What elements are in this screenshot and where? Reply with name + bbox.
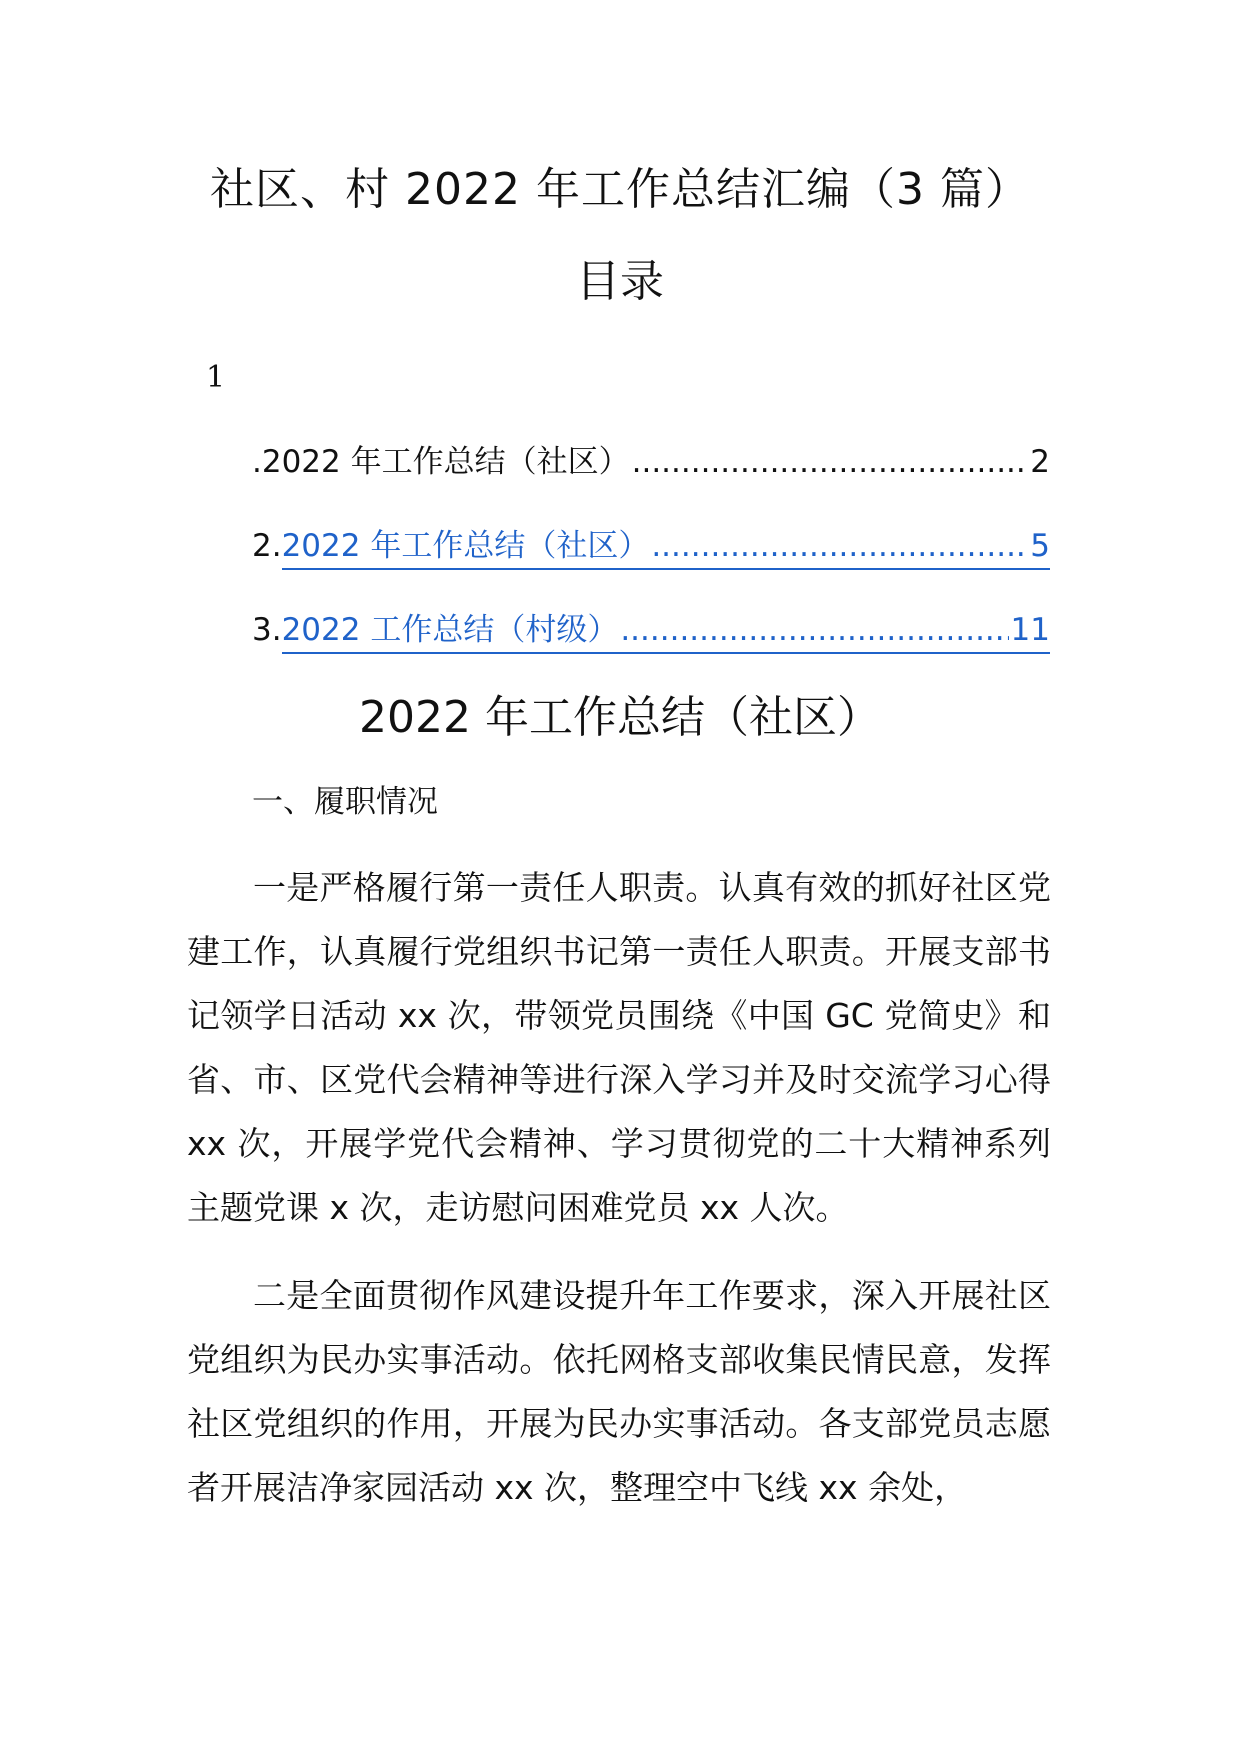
toc-entry-page: 5 [1030,528,1050,564]
toc-entry-1-link[interactable] [252,440,1050,484]
body-paragraph-2: 二是全面贯彻作风建设提升年工作要求，深入开展社区党组织为民办实事活动。依托网格支部收集民情民意，发挥社区党组织的作用，开展为民办实事活动。各支部党员志愿者开展洁净家园活动 xx 次，整理空中飞线 xx 余处， [187,1276,1051,1507]
toc-entry-2-link[interactable] [282,524,1050,570]
toc-leader-dots [620,608,1008,652]
toc-entry-label: 2022 年工作总结（社区） [281,528,650,564]
toc-entry-1[interactable] [252,440,1050,484]
toc-entry-2[interactable] [252,524,1050,568]
toc-entry-number: 2. [252,528,282,564]
toc-leader-dots [651,524,1028,568]
toc-heading: 目录 [576,256,664,307]
section-title: 2022 年工作总结（社区） [359,692,881,743]
document-title: 社区、村 2022 年工作总结汇编（3 篇） [210,164,1030,215]
toc-entry-page: 2 [1030,444,1050,480]
section-heading: 一、履职情况 [252,784,438,820]
toc-entry-3-link[interactable] [282,608,1050,654]
toc-leader-dots [632,440,1029,484]
toc-entry-page: 11 [1010,612,1050,648]
toc-entry-number: 3. [252,612,282,648]
toc-entry-label: 2022 工作总结（村级） [281,612,619,648]
toc-number-one: 1 [206,360,226,395]
body-paragraph-1: 一是严格履行第一责任人职责。认真有效的抓好社区党建工作，认真履行党组织书记第一责任人职责。开展支部书记领学日活动 xx 次，带领党员围绕《中国 GC 党简史》和省、市、区党代会精神等进行深入学习并及时交流学习心得 xx 次，开展学党代会精神、学习贯彻党的二十大精神系列主题党课 x 次，走访慰问困难党员 xx 人次。 [187,868,1051,1227]
toc-entry-3[interactable] [252,608,1050,652]
toc-entry-label: .2022 年工作总结（社区） [252,444,630,480]
